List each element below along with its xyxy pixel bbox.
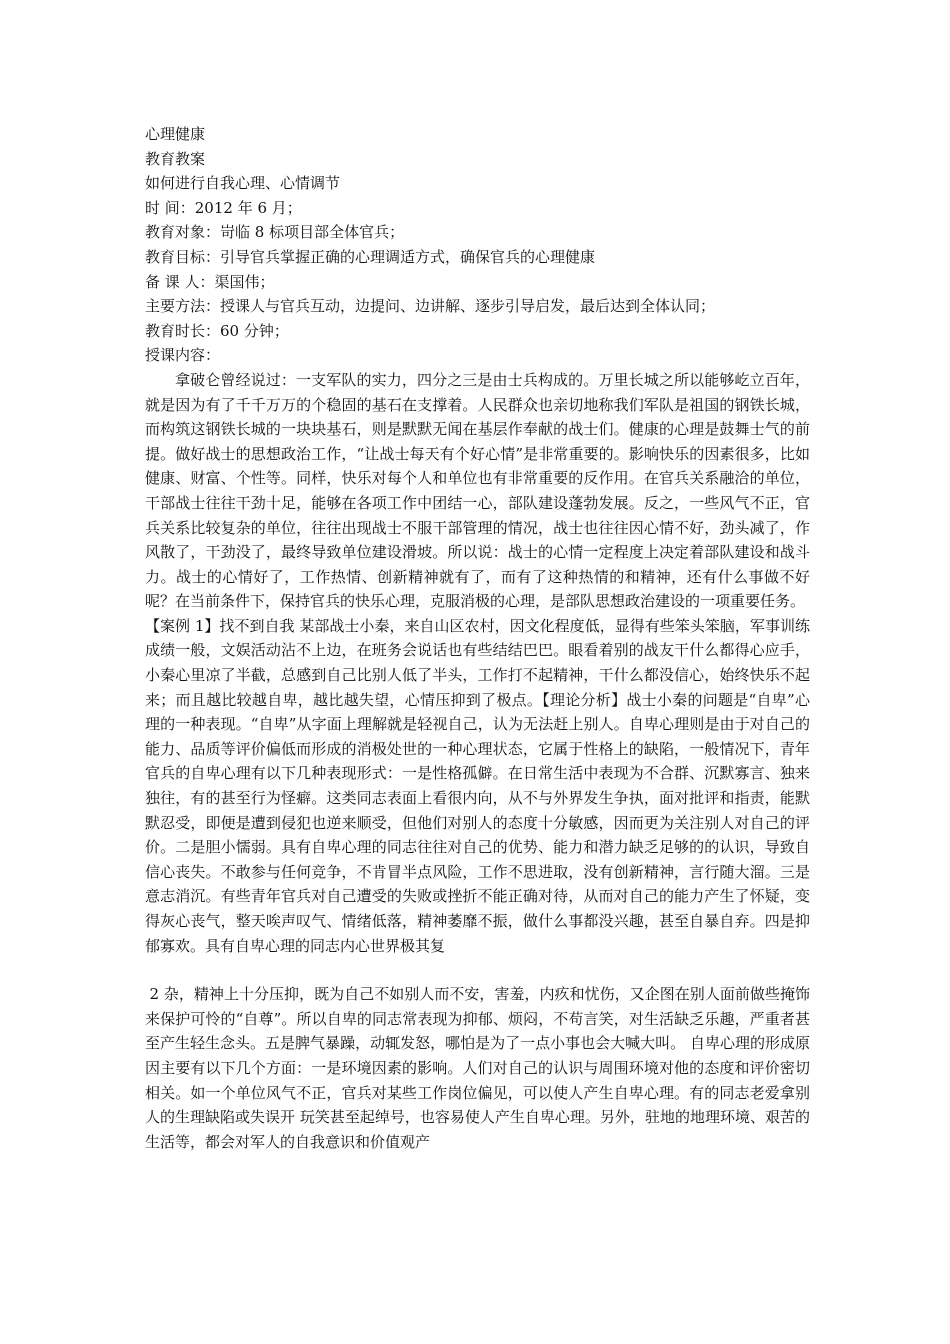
doc-content-label: 授课内容： bbox=[145, 346, 221, 365]
doc-objective: 教育目标：引导官兵掌握正确的心理调适方式，确保官兵的心理健康 bbox=[145, 247, 596, 266]
doc-duration: 教育时长：60 分钟； bbox=[145, 321, 289, 340]
doc-audience: 教育对象：岢临 8 标项目部全体官兵； bbox=[145, 223, 405, 242]
doc-time: 时 间：2012 年 6 月； bbox=[145, 198, 302, 217]
doc-title-line-1: 心理健康 bbox=[145, 125, 206, 143]
doc-preparer: 备 课 人：渠国伟； bbox=[145, 272, 275, 291]
continuation-paragraph: 2 杂，精神上十分压抑，既为自己不如别人而不安，害羞，内疚和忧伤，又企图在别人面前做些掩饰来保护可怜的“自尊”。所以自卑的同志常表现为抑郁、烦闷，不苟言笑，对生活缺乏乐趣，严重者甚至产生轻生念头。五是脾气暴躁，动辄发怒，哪怕是为了一点小事也会大喊大叫。 自卑心理的形成原因主要有以下几个方面：一是环境因素的影响。人们对自己的认识与周围环境对他的态度和评价密切相关。如一个单位风气不正，官兵对某些工作岗位偏见，可以使人产生自卑心理。有的同志老爱拿别人的生理缺陷或失误开 玩笑甚至起绰号，也容易使人产生自卑心理。另外，驻地的地理环境、艰苦的生活等，都会对军人的自我意识和价值观产 bbox=[145, 985, 810, 1151]
doc-title-line-2: 教育教案 bbox=[145, 149, 206, 168]
doc-topic: 如何进行自我心理、心情调节 bbox=[145, 174, 341, 193]
page-break-gap bbox=[145, 958, 810, 982]
document-page bbox=[145, 122, 810, 1154]
intro-paragraph: 拿破仑曾经说过：一支军队的实力，四分之三是由士兵构成的。万里长城之所以能够屹立百年，就是因为有了千千万万的个稳固的基石在支撑着。人民群众也亲切地称我们军队是祖国的钢铁长城，而构筑这钢铁长城的一块块基石，则是默默无闻在基层作奉献的战士们。健康的心理是鼓舞士气的前提。做好战士的思想政治工作，“让战士每天有个好心情”是非常重要的。影响快乐的因素很多，比如健康、财富、个性等。同样，快乐对每个人和单位也有非常重要的反作用。在官兵关系融洽的单位，干部战士往往干劲十足，能够在各项工作中团结一心，部队建设蓬勃发展。反之，一些风气不正，官兵关系比较复杂的单位，往往出现战士不服干部管理的情况，战士也往往因心情不好，劲头减了，作风散了，干劲没了，最终导致单位建设滑坡。所以说：战士的心情一定程度上决定着部队建设和战斗力。战士的心情好了，工作热情、创新精神就有了，而有了这种热情的和精神，还有什么事做不好呢？在当前条件下，保持官兵的快乐心理，克服消极的心理，是部队思想政治建设的一项重要任务。 bbox=[145, 370, 810, 611]
case-paragraph: 【案例 1】找不到自我 某部战士小秦，来自山区农村，因文化程度低，显得有些笨头笨脑，军事训练成绩一般，文娱活动沾不上边，在班务会说话也有些结结巴巴。眼看着别的战友干什么都得心应手，小秦心里凉了半截，总感到自己比别人低了半头，工作打不起精神，干什么都没信心，始终快乐不起来；而且越比较越自卑，越比越失望，心情压抑到了极点。【理论分析】战士小秦的问题是“自卑”心理的一种表现。“自卑”从字面上理解就是轻视自己，认为无法赶上别人。自卑心理则是由于对自己的能力、品质等评价偏低而形成的消极处世的一种心理状态，它属于性格上的缺陷，一般情况下，青年官兵的自卑心理有以下几种表现形式：一是性格孤僻。在日常生活中表现为不合群、沉默寡言、独来独往，有的甚至行为怪癖。这类同志表面上看很内向，从不与外界发生争执，面对批评和指责，能默默忍受，即便是遭到侵犯也逆来顺受，但他们对别人的态度十分敏感，因而更为关注别人对自己的评价。二是胆小懦弱。具有自卑心理的同志往往对自己的优势、能力和潜力缺乏足够的的认识，导致自信心丧失。不敢参与任何竞争，不肯冒半点风险，工作不思进取，没有创新精神，言行随大溜。三是意志消沉。有些青年官兵对自己遭受的失败或挫折不能正确对待，从而对自己的能力产生了怀疑，变得灰心丧气，整天唉声叹气、情绪低落，精神萎靡不振，做什么事都没兴趣，甚至自暴自弃。四是抑郁寡欢。具有自卑心理的同志内心世界极其复 bbox=[145, 616, 810, 955]
doc-method: 主要方法：授课人与官兵互动，边提问、边讲解、逐步引导启发，最后达到全体认同； bbox=[145, 297, 716, 316]
